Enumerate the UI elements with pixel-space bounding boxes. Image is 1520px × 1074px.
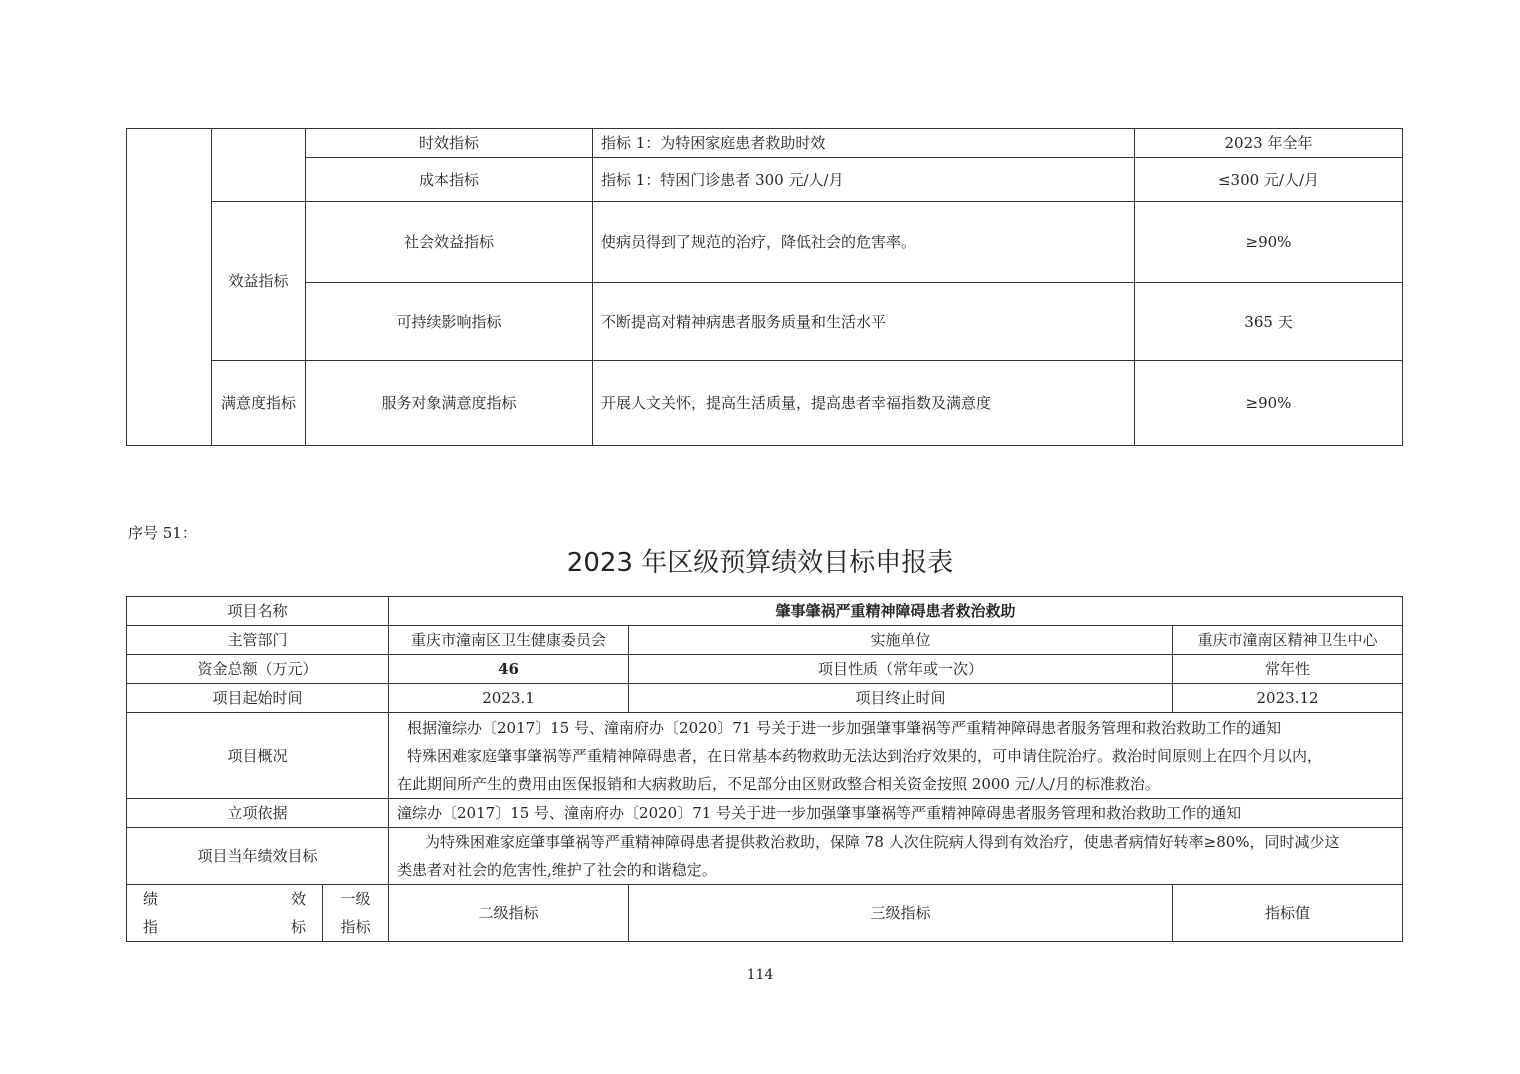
table-row	[127, 202, 1403, 283]
level3-cell: 指标 1：为特困家庭患者救助时效	[593, 129, 1135, 158]
goal-line: 类患者对社会的危害性,维护了社会的和谐稳定。	[397, 861, 717, 879]
goal-cell	[389, 828, 1403, 885]
fund-value: 46	[389, 655, 629, 684]
nature-label: 项目性质（常年或一次）	[629, 655, 1173, 684]
table-row	[127, 158, 1403, 202]
nature-value: 常年性	[1173, 655, 1403, 684]
level3-cell: 不断提高对精神病患者服务质量和生活水平	[593, 283, 1135, 361]
table-row	[127, 885, 1403, 942]
level1-cell: 满意度指标	[212, 361, 306, 446]
project-name-label: 项目名称	[127, 597, 389, 626]
blank-cell	[127, 129, 212, 446]
blank-cell	[212, 129, 306, 202]
value-header: 指标值	[1173, 885, 1403, 942]
table-row	[127, 828, 1403, 885]
goal-label: 项目当年绩效目标	[127, 828, 389, 885]
start-value: 2023.1	[389, 684, 629, 713]
page-title: 2023 年区级预算绩效目标申报表	[566, 548, 954, 578]
level3-cell: 指标 1：特困门诊患者 300 元/人/月	[593, 158, 1135, 202]
table-row	[127, 713, 1403, 799]
level2-cell: 时效指标	[306, 129, 593, 158]
level3-cell: 开展人文关怀，提高生活质量，提高患者幸福指数及满意度	[593, 361, 1135, 446]
table-row	[127, 655, 1403, 684]
end-value: 2023.12	[1173, 684, 1403, 713]
basis-label: 立项依据	[127, 799, 389, 828]
budget-target-form	[126, 596, 1403, 942]
page-number: 114	[746, 967, 774, 983]
overview-label: 项目概况	[127, 713, 389, 799]
value-cell: ≤300 元/人/月	[1135, 158, 1403, 202]
overview-line: 特殊困难家庭肇事肇祸等严重精神障碍患者，在日常基本药物救助无法达到治疗效果的，可申请住院治疗。救治时间原则上在四个月以内，	[407, 746, 1323, 765]
level3-cell: 使病员得到了规范的治疗，降低社会的危害率。	[593, 202, 1135, 283]
level2-cell: 成本指标	[306, 158, 593, 202]
perf-char: 指	[143, 918, 159, 936]
level1-cell: 效益指标	[212, 202, 306, 361]
table-row	[127, 626, 1403, 655]
dept-label: 主管部门	[127, 626, 389, 655]
perf-indicator-header	[127, 885, 323, 942]
perf-char: 绩	[143, 890, 159, 908]
table-row	[127, 597, 1403, 626]
value-cell: ≥90%	[1135, 361, 1403, 446]
impl-value: 重庆市潼南区精神卫生中心	[1173, 626, 1403, 655]
value-cell: 365 天	[1135, 283, 1403, 361]
goal-line: 为特殊困难家庭肇事肇祸等严重精神障碍患者提供救治救助，保障 78 人次住院病人得到有效治疗，使患者病情好转率≥80%，同时减少这	[425, 833, 1340, 851]
serial-number: 序号 51：	[128, 524, 197, 542]
level3-header: 三级指标	[629, 885, 1173, 942]
table-row	[127, 799, 1403, 828]
indicator-table-continued	[126, 128, 1403, 446]
start-label: 项目起始时间	[127, 684, 389, 713]
overview-cell	[389, 713, 1403, 799]
table-row	[127, 283, 1403, 361]
fund-label: 资金总额（万元）	[127, 655, 389, 684]
perf-char: 标	[290, 918, 306, 936]
value-cell: 2023 年全年	[1135, 129, 1403, 158]
project-name-value: 肇事肇祸严重精神障碍患者救治救助	[389, 597, 1403, 626]
level2-header: 二级指标	[389, 885, 629, 942]
table-row	[127, 684, 1403, 713]
level1-header: 一级 指标	[323, 885, 389, 942]
level2-cell: 社会效益指标	[306, 202, 593, 283]
basis-value: 潼综办〔2017〕15 号、潼南府办〔2020〕71 号关于进一步加强肇事肇祸等严重精神障碍患者服务管理和救治救助工作的通知	[389, 799, 1403, 828]
level2-cell: 服务对象满意度指标	[306, 361, 593, 446]
level2-cell: 可持续影响指标	[306, 283, 593, 361]
overview-line: 在此期间所产生的费用由医保报销和大病救助后，不足部分由区财政整合相关资金按照 2000 元/人/月的标准救治。	[397, 774, 1160, 793]
end-label: 项目终止时间	[629, 684, 1173, 713]
impl-label: 实施单位	[629, 626, 1173, 655]
perf-char: 效	[290, 890, 306, 908]
overview-line: 根据潼综办〔2017〕15 号、潼南府办〔2020〕71 号关于进一步加强肇事肇祸等严重精神障碍患者服务管理和救治救助工作的通知	[407, 718, 1282, 737]
table-row	[127, 361, 1403, 446]
table-row	[127, 129, 1403, 158]
value-cell: ≥90%	[1135, 202, 1403, 283]
dept-value: 重庆市潼南区卫生健康委员会	[389, 626, 629, 655]
